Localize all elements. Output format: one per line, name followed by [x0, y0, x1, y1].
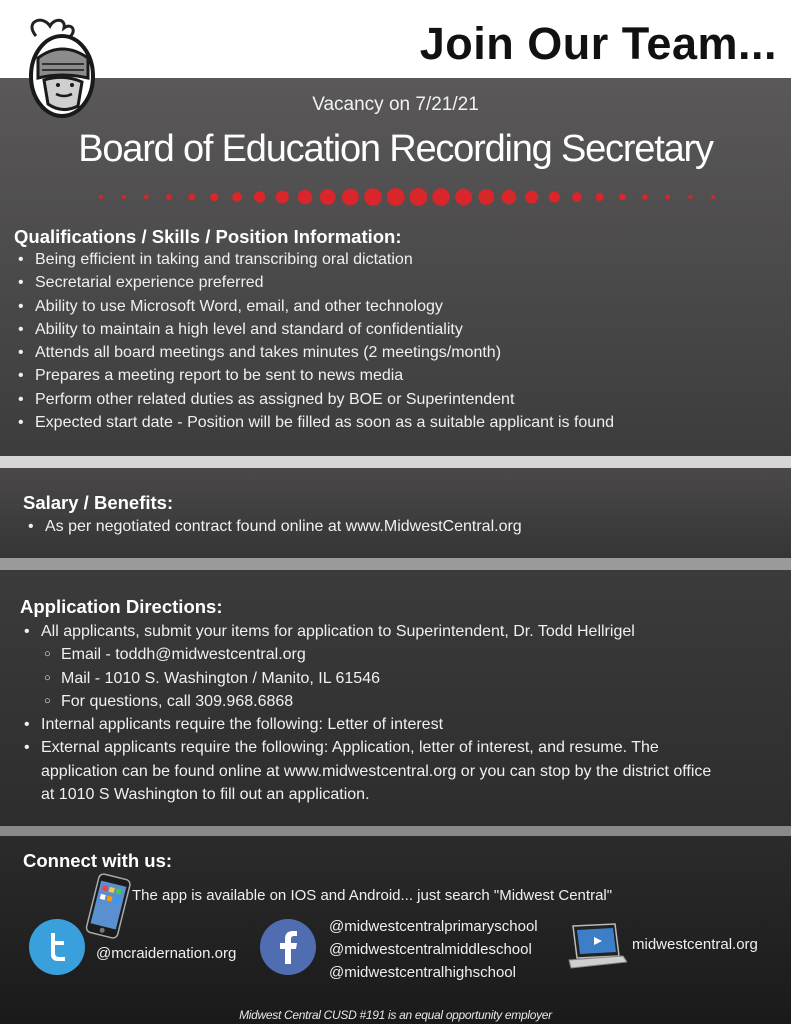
list-item: • Secretarial experience preferred [13, 271, 614, 294]
decorative-dot [298, 190, 313, 205]
decorative-dot [387, 188, 405, 206]
laptop-icon [565, 922, 627, 972]
list-item: • Attends all board meetings and takes minutes (2 meetings/month) [13, 341, 614, 364]
decorative-dot [409, 188, 427, 206]
vacancy-date: Vacancy on 7/21/21 [312, 94, 479, 115]
list-item: • Ability to use Microsoft Word, email, and other technology [13, 295, 614, 318]
salary-list [23, 515, 522, 538]
list-item: ○ Email - toddh@midwestcentral.org [19, 643, 719, 666]
decorative-dot [596, 193, 604, 201]
facebook-handles[interactable] [329, 915, 538, 984]
divider [0, 826, 791, 836]
list-item: • Internal applicants require the following: Letter of interest [19, 713, 719, 736]
divider [0, 456, 791, 468]
header-bar [0, 0, 791, 78]
decorative-dot [502, 190, 517, 205]
position-title: Board of Education Recording Secretary [78, 128, 713, 170]
page-title: Join Our Team... [419, 18, 777, 69]
decorative-dot [455, 189, 472, 206]
qualifications-list [13, 248, 614, 434]
facebook-handle[interactable]: @midwestcentralhighschool [329, 964, 516, 981]
decorative-dot [549, 191, 560, 202]
decorative-dot [276, 190, 289, 203]
decorative-dot [342, 189, 359, 206]
connect-heading: Connect with us: [23, 850, 173, 871]
decorative-dots [97, 186, 717, 208]
list-item: • Being efficient in taking and transcribing oral dictation [13, 248, 614, 271]
decorative-dot [122, 195, 126, 199]
app-availability-text: The app is available on IOS and Android... just search "Midwest Central" [132, 887, 613, 904]
facebook-icon[interactable] [260, 919, 316, 975]
facebook-handle[interactable]: @midwestcentralprimaryschool [329, 918, 538, 935]
decorative-dot [188, 194, 195, 201]
decorative-dot [166, 194, 172, 200]
list-item: ○ Mail - 1010 S. Washington / Manito, IL 61546 [19, 667, 719, 690]
decorative-dot [432, 188, 450, 206]
decorative-dot [99, 195, 103, 199]
footer-eoe-text: Midwest Central CUSD #191 is an equal opportunity employer [239, 1008, 552, 1022]
list-item: • External applicants require the following: Application, letter of interest, and resume. The application can be found online at www.midwestcentral.org or you can stop by the district office at 1010 S Washington to fill out an application. [19, 736, 719, 806]
decorative-dot [144, 195, 149, 200]
list-item: • As per negotiated contract found online at www.MidwestCentral.org [23, 515, 522, 538]
list-item: • Prepares a meeting report to be sent to news media [13, 364, 614, 387]
salary-heading: Salary / Benefits: [23, 492, 174, 513]
smartphone-icon [80, 872, 136, 942]
decorative-dot [572, 192, 582, 202]
qualifications-heading: Qualifications / Skills / Position Information: [14, 226, 402, 247]
divider [0, 558, 791, 570]
decorative-dot [711, 195, 715, 199]
facebook-handle[interactable]: @midwestcentralmiddleschool [329, 941, 532, 958]
list-item: • Perform other related duties as assigned by BOE or Superintendent [13, 388, 614, 411]
twitter-handle[interactable]: @mcraidernation.org [96, 945, 237, 962]
decorative-dot [364, 188, 382, 206]
list-item: • Ability to maintain a high level and standard of confidentiality [13, 318, 614, 341]
list-item: • All applicants, submit your items for application to Superintendent, Dr. Todd Hellrigel [19, 620, 719, 643]
decorative-dot [254, 191, 265, 202]
list-item: • Expected start date - Position will be filled as soon as a suitable applicant is found [13, 411, 614, 434]
decorative-dot [232, 192, 242, 202]
decorative-dot [320, 189, 336, 205]
list-item: ○ For questions, call 309.968.6868 [19, 690, 719, 713]
application-heading: Application Directions: [20, 596, 223, 617]
application-list [19, 620, 719, 806]
decorative-dot [619, 194, 626, 201]
decorative-dot [478, 189, 494, 205]
twitter-icon[interactable] [29, 919, 85, 975]
decorative-dot [688, 195, 692, 199]
website-link[interactable]: midwestcentral.org [632, 936, 758, 953]
decorative-dot [665, 195, 670, 200]
decorative-dot [210, 193, 218, 201]
decorative-dot [642, 194, 648, 200]
decorative-dot [525, 190, 538, 203]
